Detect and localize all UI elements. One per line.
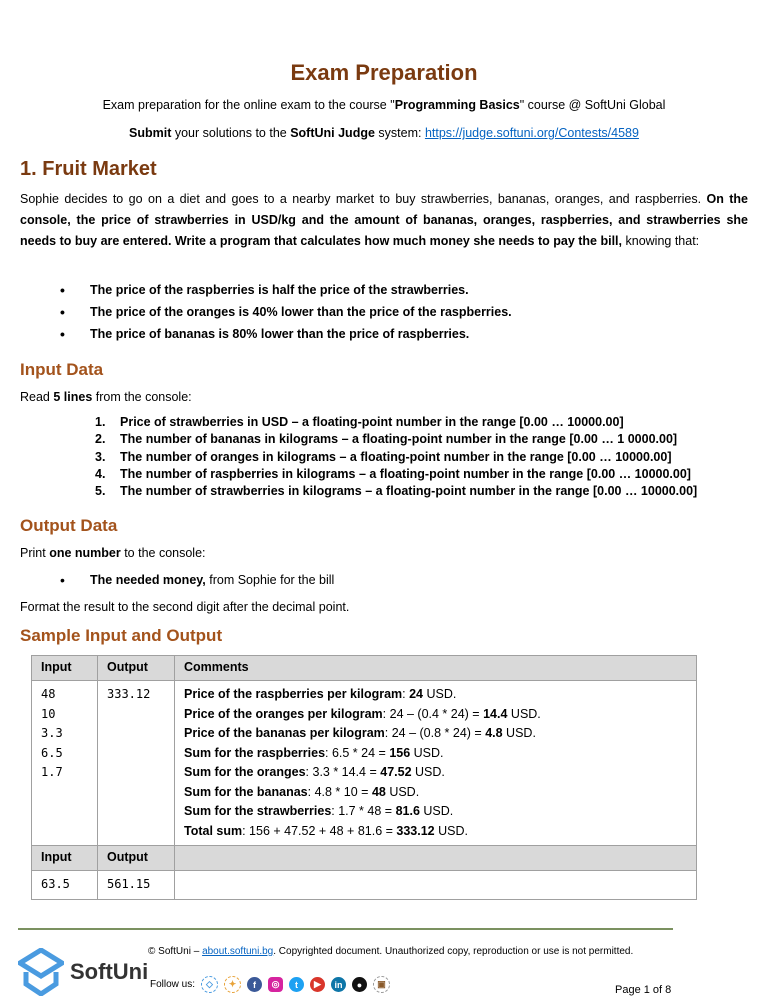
document-title: Exam Preparation — [290, 60, 478, 85]
input-item: 4. The number of raspberries in kilograms – a floating-point number in the range [0.00 … 10000.00] — [95, 466, 691, 481]
follow-us-label: Follow us: — [150, 979, 196, 990]
text: USD. — [419, 804, 454, 818]
social-links — [150, 976, 390, 993]
text: : — [402, 687, 410, 701]
output-data-heading: Output Data — [20, 516, 118, 535]
text: : 24 – (0.8 * 24) = — [384, 726, 486, 740]
text: : 4.8 * 10 = — [307, 784, 372, 799]
text: USD. — [502, 726, 536, 740]
text: Sophie decides to go on a diet and goes to a nearby market to buy strawberries, bananas, oranges, and raspberries. — [20, 192, 707, 206]
text: your solutions to the — [171, 126, 291, 140]
example-input: 48 10 3.3 6.5 1.7 — [32, 681, 98, 846]
softuni-icon[interactable]: ◇ — [201, 976, 218, 993]
text: : 156 + 47.52 + 48 + 81.6 = — [242, 823, 397, 838]
output-item — [60, 569, 334, 591]
header-input: Input — [32, 846, 98, 871]
text: Exam preparation for the online exam to the course " — [102, 98, 395, 112]
submit-text — [129, 126, 425, 140]
bold-text: 333.12 — [396, 823, 435, 838]
example-output: 561.15 — [98, 871, 175, 900]
bold-text: On the console, the price of strawberries in USD/kg and the amount of bananas, oranges, raspberries, and strawberries she needs to buy are entered. Write a program that calculates how much money she needs to pay the bill, — [20, 192, 748, 248]
softuni-box-icon[interactable]: ▣ — [373, 976, 390, 993]
bold-text: Price of the bananas per kilogram — [184, 726, 385, 740]
bold-text: Sum for the bananas — [184, 784, 308, 799]
rule-item: • The price of bananas is 80% lower than the price of raspberries. — [60, 323, 512, 345]
bold-text: The needed money, — [90, 573, 206, 587]
twitter-icon[interactable]: t — [289, 977, 304, 992]
footer-divider — [18, 928, 673, 930]
table-row — [32, 871, 697, 900]
softuni-kids-icon[interactable]: ✦ — [224, 976, 241, 993]
header-input: Input — [32, 656, 98, 681]
text: Read — [20, 390, 54, 404]
problem-heading: 1. Fruit Market — [20, 158, 157, 180]
copyright: © SoftUni – about.softuni.bg. Copyrighted document. Unauthorized copy, reproduction or use is not permitted. — [148, 946, 634, 957]
output-list — [60, 569, 334, 591]
youtube-icon[interactable]: ▶ — [310, 977, 325, 992]
facebook-icon[interactable]: f — [247, 977, 262, 992]
bold-text: 156 — [389, 745, 411, 760]
input-item: 5. The number of strawberries in kilograms – a floating-point number in the range [0.00 … 10000.00] — [95, 484, 698, 499]
logo-text: SoftUni — [70, 959, 149, 984]
bold-text: Total sum — [184, 823, 243, 838]
bold-text: one number — [49, 546, 121, 560]
text: : 1.7 * 48 = — [331, 804, 396, 818]
header-comments: Comments — [175, 656, 697, 681]
bold-text: 48 — [371, 784, 386, 799]
input-intro — [20, 387, 748, 408]
sample-heading: Sample Input and Output — [20, 626, 223, 645]
output-intro — [20, 543, 748, 564]
text: USD. — [385, 784, 420, 799]
softuni-logo[interactable] — [18, 948, 148, 996]
bold-text: 5 lines — [53, 390, 93, 404]
text: from Sophie for the bill — [205, 573, 335, 587]
bold-text: 81.6 — [395, 804, 420, 818]
text: USD. — [507, 706, 541, 721]
table-row — [32, 681, 697, 846]
instagram-icon[interactable]: ◎ — [268, 977, 283, 992]
softuni-logo-icon — [18, 948, 64, 996]
bold-text: 47.52 — [380, 765, 412, 779]
bold-text: 4.8 — [485, 726, 503, 740]
github-icon[interactable]: ● — [352, 977, 367, 992]
bold-text: Submit — [129, 126, 172, 140]
header-output: Output — [98, 846, 175, 871]
input-item: 3. The number of oranges in kilograms – a floating-point number in the range [0.00 … 10000.00] — [95, 449, 672, 464]
table-header-row — [32, 846, 697, 871]
format-note: Format the result to the second digit after the decimal point. — [20, 600, 350, 614]
bold-text: 24 — [409, 687, 423, 701]
page-number: Page 1 of 8 — [615, 984, 672, 996]
bold-text: Sum for the strawberries — [184, 804, 332, 818]
document-subtitle — [0, 98, 768, 112]
text: : 3.3 * 14.4 = — [305, 765, 381, 779]
about-link[interactable]: about.softuni.bg — [202, 946, 274, 957]
text: : 6.5 * 24 = — [325, 745, 390, 760]
bold-text: Programming Basics — [394, 98, 520, 112]
submit-line — [0, 126, 768, 140]
text: Print — [20, 546, 50, 560]
input-data-heading: Input Data — [20, 360, 104, 379]
text: : 24 – (0.4 * 24) = — [382, 706, 484, 721]
judge-link[interactable]: https://judge.softuni.org/Contests/4589 — [424, 126, 639, 140]
input-list — [95, 414, 697, 500]
text: to the console: — [120, 546, 206, 560]
rule-item: • The price of the oranges is 40% lower than the price of the raspberries. — [60, 301, 512, 323]
example-input: 63.5 — [32, 871, 98, 900]
example-comments — [175, 681, 697, 846]
sample-table — [31, 655, 697, 900]
text: " course @ SoftUni Global — [519, 98, 666, 112]
bold-text: Price of the raspberries per kilogram — [184, 687, 403, 701]
bold-text: 14.4 — [483, 706, 508, 721]
linkedin-icon[interactable]: in — [331, 977, 346, 992]
text: USD. — [423, 687, 457, 701]
problem-intro — [20, 189, 748, 252]
example-output: 333.12 — [98, 681, 175, 846]
bold-text: Sum for the oranges — [184, 765, 306, 779]
table-header-row — [32, 656, 697, 681]
text: USD. — [434, 823, 468, 838]
input-item: 2. The number of bananas in kilograms – a floating-point number in the range [0.00 … 1 0000.00] — [95, 432, 678, 447]
bold-text: SoftUni Judge — [290, 126, 375, 140]
text: USD. — [410, 745, 444, 760]
text: from the console: — [92, 390, 192, 404]
text: system: — [374, 126, 425, 140]
input-item: 1. Price of strawberries in USD – a floating-point number in the range [0.00 … 10000.00] — [95, 415, 624, 429]
bold-text: Sum for the raspberries — [184, 745, 326, 760]
text: knowing that: — [622, 234, 700, 248]
rules-list — [60, 279, 512, 345]
header-output: Output — [98, 656, 175, 681]
bold-text: Price of the oranges per kilogram — [184, 706, 383, 721]
rule-item: • The price of the raspberries is half the price of the strawberries. — [60, 279, 512, 301]
text: USD. — [411, 765, 445, 779]
